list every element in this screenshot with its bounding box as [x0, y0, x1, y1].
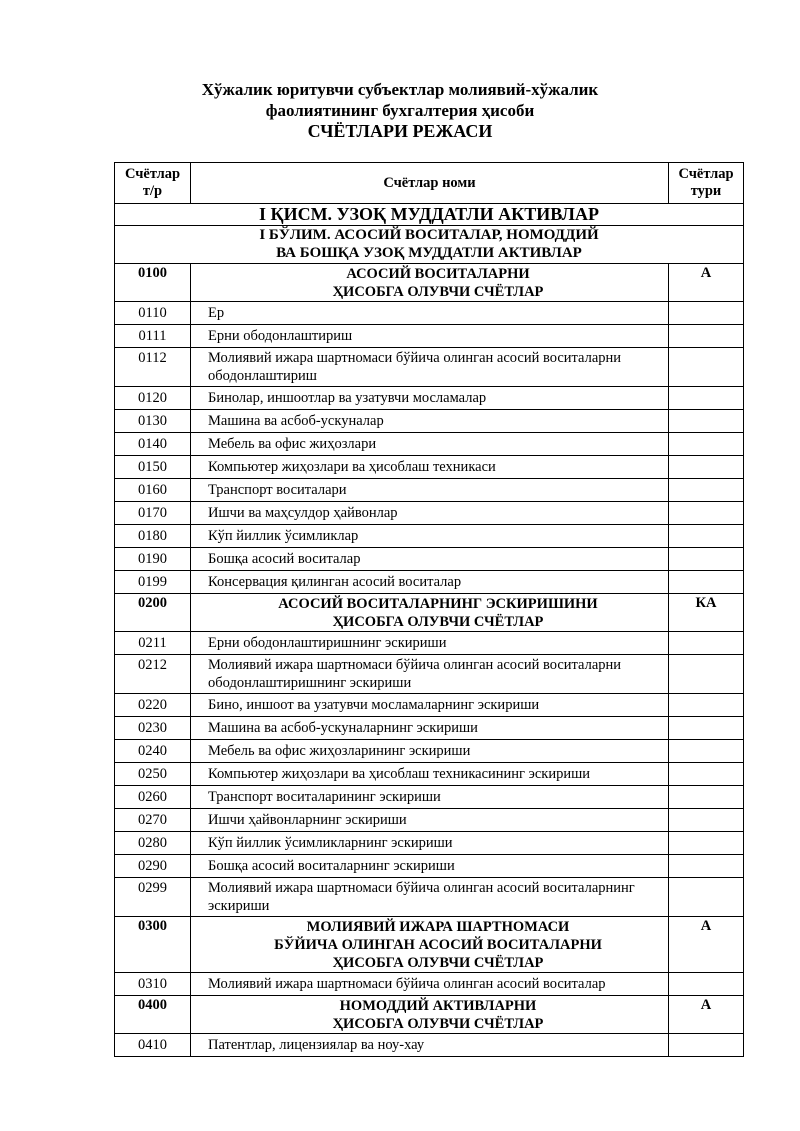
account-type: [669, 571, 744, 594]
account-code: 0170: [115, 502, 191, 525]
account-name: Бошқа асосий воситаларнинг эскириши: [191, 855, 669, 878]
account-code: 0270: [115, 809, 191, 832]
title-line-3: СЧЁТЛАРИ РЕЖАСИ: [307, 121, 493, 141]
account-code: 0240: [115, 740, 191, 763]
group-name-line: ҲИСОБГА ОЛУВЧИ СЧЁТЛАР: [332, 955, 544, 971]
account-name: Бошқа асосий воситалар: [191, 548, 669, 571]
account-name: Бинолар, иншоотлар ва узатувчи мосламалар: [191, 387, 669, 410]
chart-of-accounts-table: [114, 162, 744, 1057]
account-type: [669, 502, 744, 525]
account-row: [115, 302, 744, 325]
account-code: 0220: [115, 694, 191, 717]
subsection-line-1: I БЎЛИМ. АСОСИЙ ВОСИТАЛАР, НОМОДДИЙ: [259, 227, 599, 243]
account-name: Кўп йиллик ўсимликлар: [191, 525, 669, 548]
account-code: 0310: [115, 973, 191, 996]
account-name: Ишчи ва маҳсулдор ҳайвонлар: [191, 502, 669, 525]
account-name: Молиявий ижара шартномаси бўйича олинган асосий воситаларнинг эскириши: [191, 878, 669, 917]
account-type: [669, 786, 744, 809]
section-title: I ҚИСМ. УЗОҚ МУДДАТЛИ АКТИВЛАР: [115, 204, 744, 226]
account-type: [669, 325, 744, 348]
group-name-line: АСОСИЙ ВОСИТАЛАРНИНГ ЭСКИРИШИНИ: [278, 596, 598, 612]
header-col1-line1: Счётлар: [124, 166, 181, 182]
account-type: [669, 632, 744, 655]
account-code: 0230: [115, 717, 191, 740]
account-name: Молиявий ижара шартномаси бўйича олинган асосий воситалар: [191, 973, 669, 996]
account-type: [669, 655, 744, 694]
group-type: КА: [669, 594, 744, 632]
account-name: Консервация қилинган асосий воситалар: [191, 571, 669, 594]
account-name: Молиявий ижара шартномаси бўйича олинган асосий воситаларни ободонлаштиришнинг эскириши: [191, 655, 669, 694]
account-code: 0260: [115, 786, 191, 809]
group-name: [191, 264, 669, 302]
account-group-row: [115, 594, 744, 632]
account-code: 0410: [115, 1034, 191, 1057]
account-type: [669, 694, 744, 717]
account-name: Машина ва асбоб-ускуналар: [191, 410, 669, 433]
group-code: 0200: [115, 594, 191, 632]
account-code: 0112: [115, 348, 191, 387]
account-group-row: [115, 264, 744, 302]
account-row: [115, 433, 744, 456]
account-row: [115, 502, 744, 525]
account-type: [669, 1034, 744, 1057]
account-row: [115, 632, 744, 655]
title-line-2: фаолиятининг бухгалтерия ҳисоби: [265, 101, 535, 120]
subsection-row: [115, 226, 744, 264]
account-code: 0250: [115, 763, 191, 786]
group-code: 0300: [115, 917, 191, 973]
account-row: [115, 763, 744, 786]
account-row: [115, 387, 744, 410]
table-header-row: [115, 163, 744, 204]
group-name: [191, 996, 669, 1034]
group-code: 0100: [115, 264, 191, 302]
account-code: 0111: [115, 325, 191, 348]
account-name: Ерни ободонлаштиришнинг эскириши: [191, 632, 669, 655]
account-type: [669, 302, 744, 325]
group-name: [191, 917, 669, 973]
account-name: Бино, иншоот ва узатувчи мосламаларнинг эскириши: [191, 694, 669, 717]
account-row: [115, 456, 744, 479]
header-account-number: [115, 163, 191, 204]
account-code: 0110: [115, 302, 191, 325]
account-name: Транспорт воситаларининг эскириши: [191, 786, 669, 809]
account-code: 0290: [115, 855, 191, 878]
account-type: [669, 456, 744, 479]
account-code: 0190: [115, 548, 191, 571]
title-line-1: Хўжалик юритувчи субъектлар молиявий-хўжалик: [201, 80, 599, 99]
header-col3-line2: тури: [690, 183, 722, 199]
account-code: 0180: [115, 525, 191, 548]
account-row: [115, 809, 744, 832]
account-name: Мебель ва офис жиҳозларининг эскириши: [191, 740, 669, 763]
account-group-row: [115, 917, 744, 973]
header-account-type: [669, 163, 744, 204]
account-row: [115, 525, 744, 548]
account-type: [669, 809, 744, 832]
account-type: [669, 878, 744, 917]
account-name: Ерни ободонлаштириш: [191, 325, 669, 348]
account-name: Ишчи ҳайвонларнинг эскириши: [191, 809, 669, 832]
group-type: А: [669, 917, 744, 973]
account-row: [115, 717, 744, 740]
account-name: Компьютер жиҳозлари ва ҳисоблаш техникасининг эскириши: [191, 763, 669, 786]
account-row: [115, 548, 744, 571]
account-type: [669, 525, 744, 548]
account-row: [115, 410, 744, 433]
group-type: А: [669, 996, 744, 1034]
account-type: [669, 433, 744, 456]
account-type: [669, 387, 744, 410]
subsection-title: [115, 226, 744, 264]
account-type: [669, 740, 744, 763]
account-type: [669, 410, 744, 433]
account-code: 0150: [115, 456, 191, 479]
account-row: [115, 740, 744, 763]
account-group-row: [115, 996, 744, 1034]
account-name: Ер: [191, 302, 669, 325]
group-name-line: АСОСИЙ ВОСИТАЛАРНИ: [346, 266, 530, 282]
group-code: 0400: [115, 996, 191, 1034]
group-name-line: ҲИСОБГА ОЛУВЧИ СЧЁТЛАР: [332, 614, 544, 630]
group-name-line: ҲИСОБГА ОЛУВЧИ СЧЁТЛАР: [332, 1016, 544, 1032]
account-name: Компьютер жиҳозлари ва ҳисоблаш техникаси: [191, 456, 669, 479]
account-row: [115, 855, 744, 878]
account-code: 0212: [115, 655, 191, 694]
account-type: [669, 348, 744, 387]
group-name-line: МОЛИЯВИЙ ИЖАРА ШАРТНОМАСИ: [306, 919, 570, 935]
account-type: [669, 548, 744, 571]
account-code: 0299: [115, 878, 191, 917]
account-type: [669, 763, 744, 786]
account-row: [115, 786, 744, 809]
account-code: 0130: [115, 410, 191, 433]
account-row: [115, 348, 744, 387]
account-row: [115, 1034, 744, 1057]
group-name-line: БЎЙИЧА ОЛИНГАН АСОСИЙ ВОСИТАЛАРНИ: [274, 937, 602, 953]
account-row: [115, 694, 744, 717]
header-col1-line2: т/р: [142, 183, 163, 199]
account-row: [115, 655, 744, 694]
account-code: 0160: [115, 479, 191, 502]
group-name-line: ҲИСОБГА ОЛУВЧИ СЧЁТЛАР: [332, 284, 544, 300]
account-type: [669, 832, 744, 855]
header-account-name: Счётлар номи: [191, 163, 669, 204]
group-type: А: [669, 264, 744, 302]
account-row: [115, 479, 744, 502]
account-name: Машина ва асбоб-ускуналарнинг эскириши: [191, 717, 669, 740]
document-title: [100, 79, 700, 142]
account-row: [115, 832, 744, 855]
section-row: [115, 204, 744, 226]
account-name: Кўп йиллик ўсимликларнинг эскириши: [191, 832, 669, 855]
account-code: 0211: [115, 632, 191, 655]
account-name: Патентлар, лицензиялар ва ноу-хау: [191, 1034, 669, 1057]
account-row: [115, 878, 744, 917]
account-type: [669, 479, 744, 502]
subsection-line-2: ВА БОШҚА УЗОҚ МУДДАТЛИ АКТИВЛАР: [276, 245, 582, 261]
group-name: [191, 594, 669, 632]
account-code: 0199: [115, 571, 191, 594]
header-col3-line1: Счётлар: [678, 166, 734, 182]
account-type: [669, 855, 744, 878]
account-code: 0140: [115, 433, 191, 456]
account-name: Молиявий ижара шартномаси бўйича олинган асосий воситаларни ободонлаштириш: [191, 348, 669, 387]
account-code: 0280: [115, 832, 191, 855]
account-code: 0120: [115, 387, 191, 410]
account-row: [115, 571, 744, 594]
account-type: [669, 717, 744, 740]
account-type: [669, 973, 744, 996]
group-name-line: НОМОДДИЙ АКТИВЛАРНИ: [339, 998, 537, 1014]
account-row: [115, 973, 744, 996]
account-row: [115, 325, 744, 348]
account-name: Транспорт воситалари: [191, 479, 669, 502]
account-name: Мебель ва офис жиҳозлари: [191, 433, 669, 456]
